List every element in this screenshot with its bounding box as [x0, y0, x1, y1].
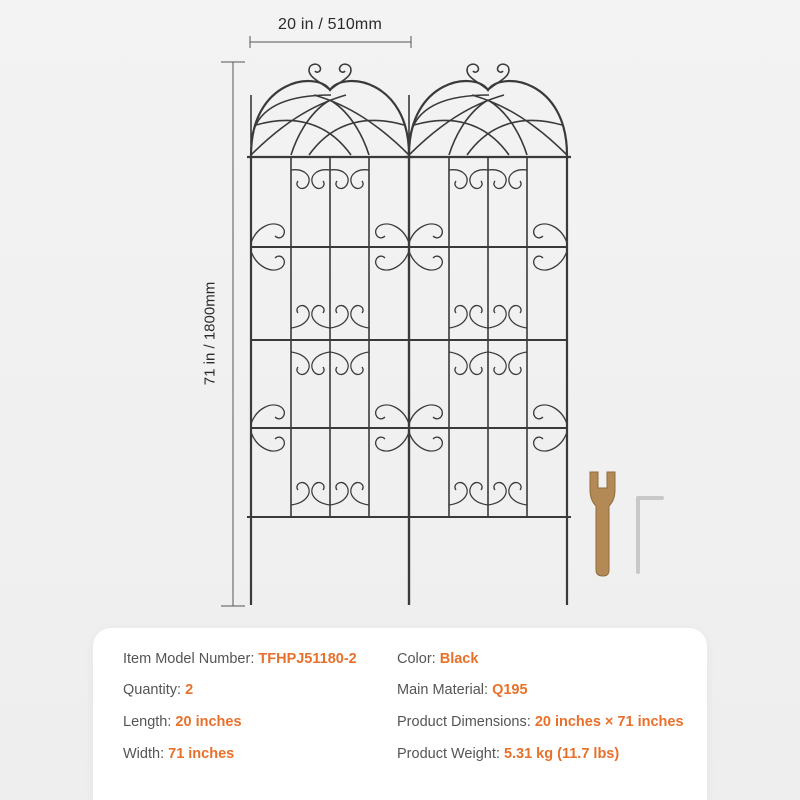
- spec-color-value: Black: [439, 651, 479, 667]
- allen-key-icon: [638, 498, 662, 572]
- spec-dimensions-value: 20 inches × 71 inches: [534, 714, 684, 730]
- spec-color: [397, 651, 478, 667]
- spec-length: [123, 714, 242, 730]
- spec-material-value: Q195: [492, 682, 528, 698]
- spec-material: [397, 682, 528, 698]
- spec-length-label: Length:: [123, 714, 176, 730]
- spec-weight-label: Product Weight:: [397, 746, 504, 762]
- spec-weight: [397, 746, 619, 762]
- spec-model-value: TFHPJ51180-2: [258, 651, 357, 667]
- width-dimension-label: 20 in / 510mm: [278, 16, 382, 33]
- spec-dimensions-label: Product Dimensions:: [397, 714, 535, 730]
- height-dimension-line: [221, 62, 245, 606]
- spec-quantity-label: Quantity:: [123, 682, 186, 698]
- spec-dimensions: [397, 714, 684, 730]
- spec-color-label: Color:: [397, 651, 440, 667]
- spec-weight-value: 5.31 kg (11.7 lbs): [503, 746, 620, 762]
- trellis-panel-left: [247, 64, 413, 605]
- width-dimension-line: [250, 36, 411, 48]
- spec-quantity: [123, 682, 193, 698]
- trellis-panel-right: [405, 64, 571, 605]
- spec-width-label: Width:: [123, 746, 169, 762]
- wrench-icon: [590, 472, 615, 576]
- spec-model-label: Item Model Number:: [123, 651, 259, 667]
- spec-length-value: 20 inches: [175, 714, 242, 730]
- spec-material-label: Main Material:: [397, 682, 493, 698]
- specifications-card: [93, 628, 707, 800]
- spec-width-value: 71 inches: [168, 746, 235, 762]
- height-dimension-label: 71 in / 1800mm: [201, 281, 219, 386]
- spec-model: [123, 651, 357, 667]
- spec-quantity-value: 2: [185, 682, 194, 698]
- spec-width: [123, 746, 234, 762]
